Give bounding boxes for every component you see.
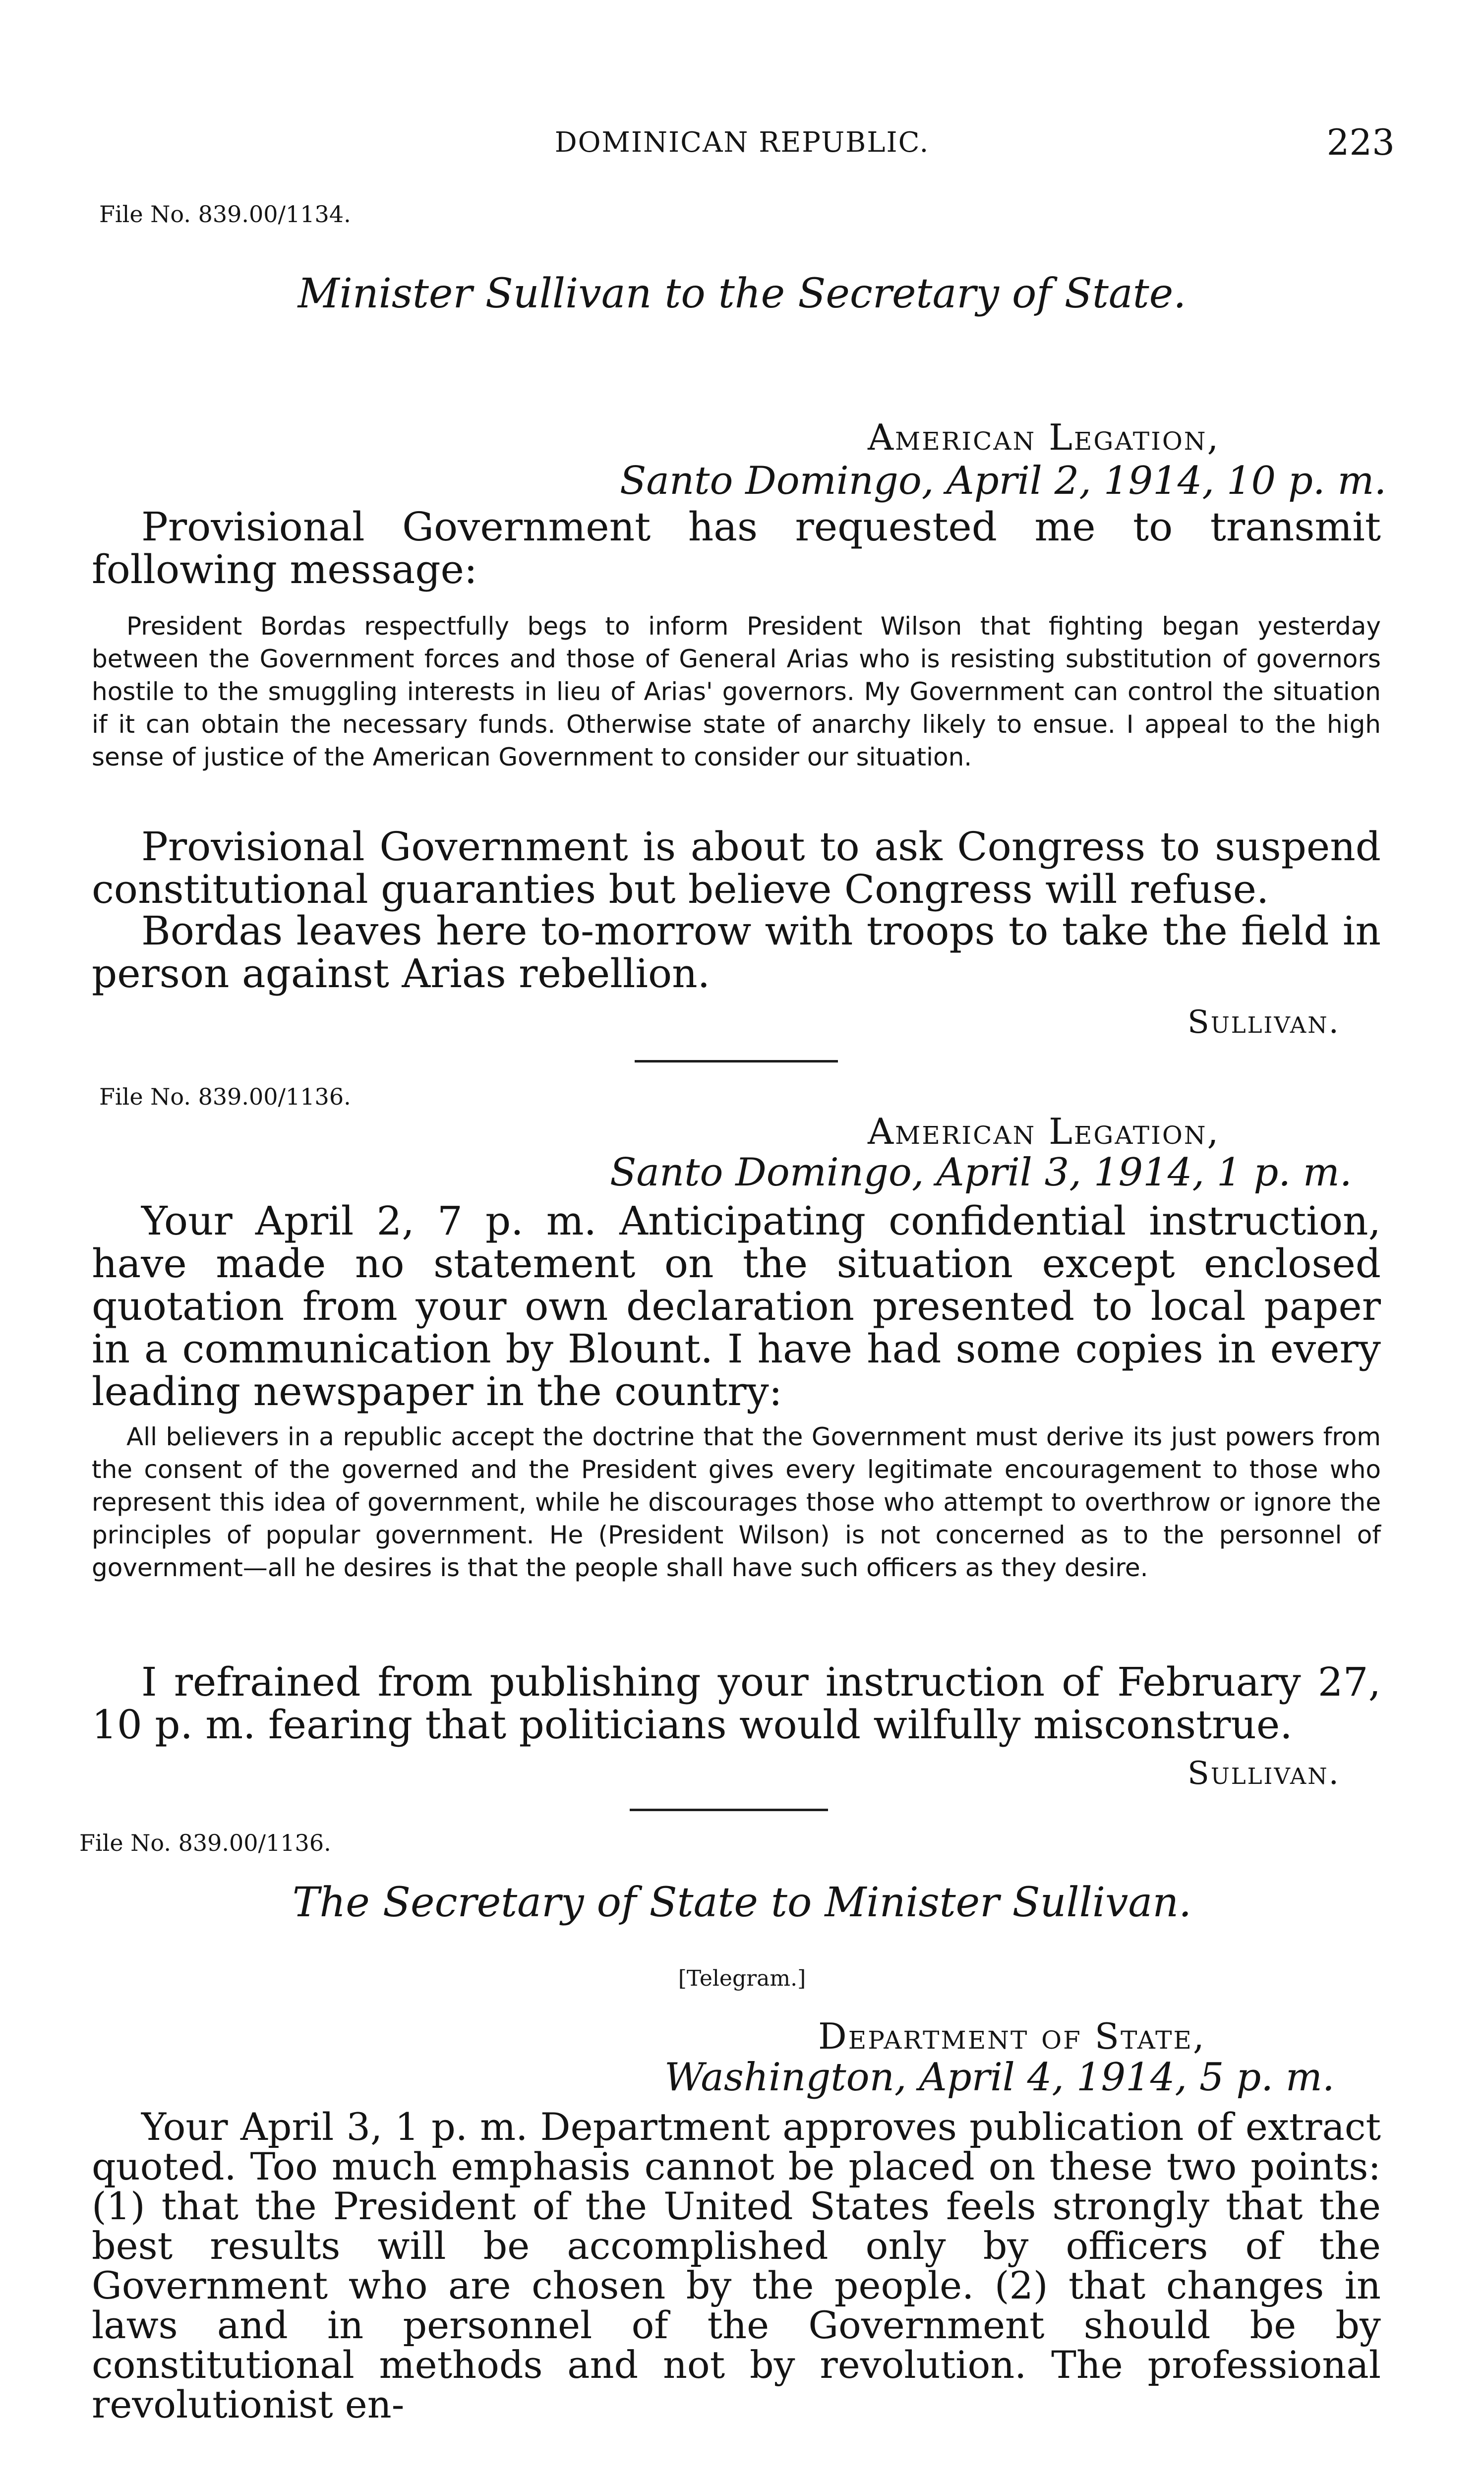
- doc1-dateline: Santo Domingo, April 2, 1914, 10 p. m.: [620, 459, 1387, 503]
- doc1-quoted-message: President Bordas respectfully begs to inform President Wilson that fighting began yesterday between the Government forces and those of General Arias who is resisting substitution of governors hostile to the smuggling interests in lieu of Arias' governors. My Government can control the situation if it can obtain the necessary funds. Otherwise state of anarchy likely to ensue. I appeal to the high sense of justice of the American Government to consider our situation.: [92, 612, 1381, 771]
- doc2-file-number: File No. 839.00/1136.: [99, 1083, 351, 1110]
- doc2-quoted-declaration: All believers in a republic accept the doctrine that the Government must derive its just powers from the consent of the governed and the President gives every legitimate encouragement to those who represent this idea of government, while he discourages those who attempt to overthrow or ignore the principles of popular government. He (President Wilson) is not concerned as to the personnel of government—all he desires is that the people shall have such officers as they desire.: [92, 1422, 1381, 1582]
- doc1-title: Minister Sullivan to the Secretary of State.: [297, 270, 1187, 317]
- doc1-paragraph-2: Provisional Government is about to ask Congress to suspend constitutional guaranties but believe Congress will refuse.: [92, 824, 1381, 912]
- doc3-paragraph-1: Your April 3, 1 p. m. Department approves publication of extract quoted. Too much emphasis cannot be placed on these two points: (1) that the President of the United States feels strongly that the best results will be accomplished only by officers of the Government who are chosen by the people. (2) that changes in laws and in personnel of the Government should be by constitutional methods and not by revolution. The professional revolutionist en-: [92, 2105, 1381, 2426]
- telegram-label: [Telegram.]: [678, 1966, 806, 1991]
- doc2-signature: Sullivan.: [1187, 1755, 1340, 1792]
- doc1-intro-paragraph: Provisional Government has requested me to transmit following message:: [92, 504, 1381, 592]
- doc3-dateline: Washington, April 4, 1914, 5 p. m.: [664, 2055, 1335, 2100]
- doc1-place: American Legation,: [868, 416, 1220, 458]
- doc1-paragraph-3: Bordas leaves here to-morrow with troops to take the field in person against Arias rebellion.: [92, 908, 1381, 997]
- doc1-file-number: File No. 839.00/1134.: [99, 201, 351, 228]
- doc2-dateline: Santo Domingo, April 3, 1914, 1 p. m.: [610, 1150, 1352, 1195]
- doc3-title: The Secretary of State to Minister Sullivan.: [292, 1879, 1192, 1926]
- doc1-signature: Sullivan.: [1187, 1004, 1340, 1041]
- running-head: DOMINICAN REPUBLIC.: [554, 126, 930, 159]
- doc2-paragraph-1: Your April 2, 7 p. m. Anticipating confidential instruction, have made no statement on the situation except enclosed quotation from your own declaration presented to local paper in a communication by Blount. I have had some copies in every leading newspaper in the country:: [92, 1198, 1381, 1415]
- doc3-place: Department of State,: [818, 2015, 1206, 2057]
- page-number: 223: [1326, 121, 1395, 163]
- doc2-place: American Legation,: [868, 1111, 1220, 1152]
- section-divider-1: [635, 1060, 838, 1062]
- doc3-file-number: File No. 839.00/1136.: [79, 1830, 331, 1856]
- section-divider-2: [630, 1809, 828, 1811]
- doc2-paragraph-2: I refrained from publishing your instruction of February 27, 10 p. m. fearing that politicians would wilfully misconstrue.: [92, 1659, 1381, 1748]
